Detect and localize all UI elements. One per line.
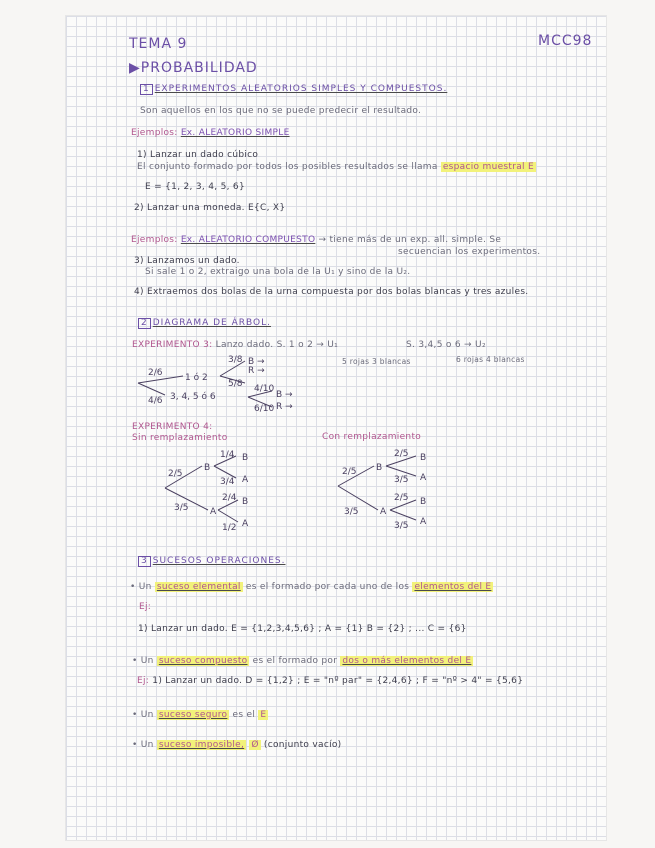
experiment-3-line: EXPERIMENTO 3: Lanzo dado. S. 1 o 2 → U₁ [132, 340, 339, 350]
example-4: 4) Extraemos dos bolas de la urna compuesta por dos bolas blancas y tres azules. [134, 287, 529, 297]
example-3-rule: Si sale 1 o 2, extraigo una bola de la U₁ y sino de la U₂. [145, 267, 411, 277]
svg-text:3/5: 3/5 [344, 507, 359, 517]
section-1-definition: Son aquellos en los que no se puede predecir el resultado. [140, 106, 422, 116]
section-2-heading: 2 DIAGRAMA DE ÁRBOL. [138, 318, 271, 329]
svg-text:A: A [420, 473, 427, 483]
svg-text:A: A [210, 507, 217, 517]
svg-text:6/10: 6/10 [254, 404, 275, 414]
compound-event-example: Ej: 1) Lanzar un dado. D = {1,2} ; E = "nº par" = {2,4,6} ; F = "nº > 4" = {5,6} [137, 676, 524, 686]
section-3-heading: 3 SUCESOS OPERACIONES. [138, 556, 285, 567]
svg-text:3/5: 3/5 [394, 475, 409, 485]
section-1-heading: 1 EXPERIMENTOS ALEATORIOS SIMPLES Y COMPUESTOS. [140, 84, 447, 95]
svg-text:A: A [242, 519, 249, 529]
svg-text:A: A [420, 517, 427, 527]
without-replacement-label: Sin remplazamiento [132, 433, 228, 443]
svg-text:2/6: 2/6 [148, 368, 163, 378]
svg-text:1 ó 2: 1 ó 2 [185, 373, 208, 383]
examples-compound-heading: Ejemplos: Ex. ALEATORIO COMPUESTO → tiene más de un exp. all. simple. Se [131, 235, 502, 245]
example-1: 1) Lanzar un dado cúbico [137, 150, 259, 160]
tree-diagram-without-replacement [150, 448, 280, 538]
impossible-event-definition: • Un suceso imposible, Ø (conjunto vacío) [132, 740, 342, 750]
svg-text:B: B [204, 463, 211, 473]
svg-text:2/5: 2/5 [394, 449, 409, 459]
examples-simple-heading: Ejemplos: Ex. ALEATORIO SIMPLE [131, 128, 290, 138]
compound-event-definition: • Un suceso compuesto es el formado por dos o más elementos del E [132, 656, 472, 666]
svg-text:R →: R → [248, 366, 265, 376]
svg-text:R →: R → [276, 402, 293, 412]
experiment-3-line-b: S. 3,4,5 o 6 → U₂ [406, 340, 486, 350]
elementary-event-definition: • Un suceso elemental es el formado por cada uno de los elementos del E [130, 582, 492, 592]
examples-compound-note-2: secuencian los experimentos. [398, 247, 541, 257]
sure-event-definition: • Un suceso seguro es el E [132, 710, 267, 720]
experiment-4-label: EXPERIMENTO 4: [132, 422, 213, 432]
svg-text:3/4: 3/4 [220, 477, 235, 487]
elementary-event-example: 1) Lanzar un dado. E = {1,2,3,4,5,6} ; A = {1} B = {2} ; ... C = {6} [138, 624, 467, 634]
svg-text:1/4: 1/4 [220, 450, 235, 460]
svg-text:B: B [420, 453, 427, 463]
svg-text:A: A [242, 475, 249, 485]
svg-text:B →: B → [276, 390, 293, 400]
svg-text:2/5: 2/5 [394, 493, 409, 503]
topic-number: TEMA 9 [129, 36, 188, 52]
svg-text:B: B [376, 463, 383, 473]
tree-diagram-with-replacement [330, 444, 460, 534]
example-3: 3) Lanzamos un dado. [134, 256, 240, 266]
svg-text:4/6: 4/6 [148, 396, 163, 406]
svg-text:2/5: 2/5 [168, 469, 183, 479]
page-title: ▶PROBABILIDAD [129, 60, 258, 76]
svg-text:B: B [242, 453, 249, 463]
tree-diagram-experiment-3 [130, 353, 310, 415]
svg-text:5/8: 5/8 [228, 379, 243, 389]
with-replacement-label: Con remplazamiento [322, 432, 422, 442]
example-1-note: El conjunto formado por todos los posibles resultados se llama espacio muestral E [137, 162, 535, 172]
urn-1-contents: 5 rojas 3 blancas [342, 357, 411, 366]
svg-text:A: A [380, 507, 387, 517]
example-label: Ej: [139, 602, 152, 612]
urn-2-contents: 6 rojas 4 blancas [456, 355, 525, 364]
svg-text:2/5: 2/5 [342, 467, 357, 477]
svg-text:B: B [242, 497, 249, 507]
svg-text:3/8: 3/8 [228, 355, 243, 365]
play-arrow-icon: ▶ [129, 60, 141, 76]
svg-text:2/4: 2/4 [222, 493, 237, 503]
svg-text:B →: B → [248, 357, 265, 367]
svg-text:1/2: 1/2 [222, 523, 237, 533]
svg-text:3/5: 3/5 [174, 503, 189, 513]
author-initials: MCC98 [538, 33, 593, 49]
svg-text:B: B [420, 497, 427, 507]
svg-text:3/5: 3/5 [394, 521, 409, 531]
example-2: 2) Lanzar una moneda. E{C, X} [134, 203, 286, 213]
example-1-set: E = {1, 2, 3, 4, 5, 6} [145, 182, 245, 192]
svg-text:3, 4, 5 ó 6: 3, 4, 5 ó 6 [170, 392, 216, 402]
svg-text:4/10: 4/10 [254, 384, 275, 394]
